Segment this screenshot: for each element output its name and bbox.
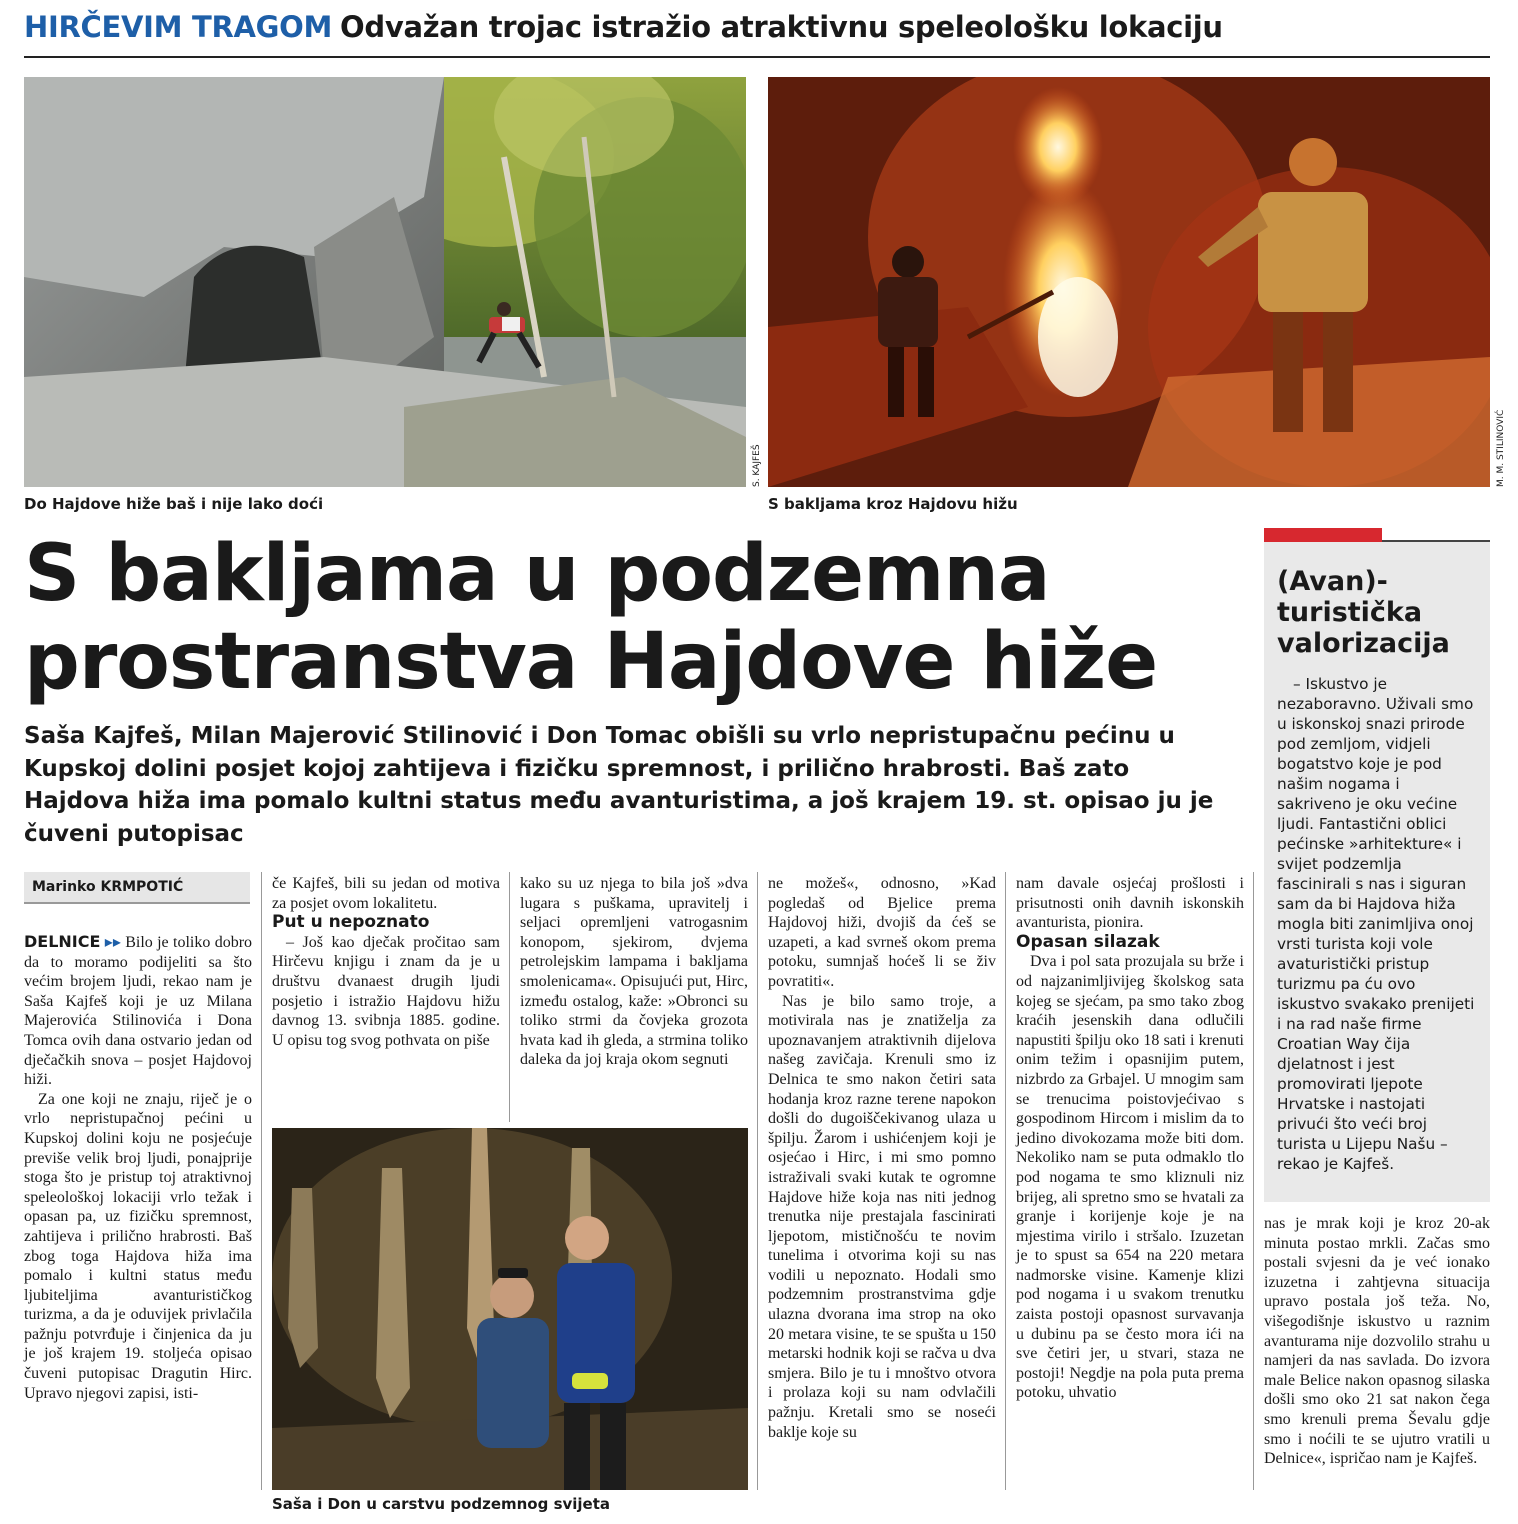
column-1-paragraph-1: [24, 932, 252, 1090]
subhead-opasan-silazak: Opasan silazak: [1016, 931, 1160, 952]
sidebar-text: – Iskustvo je nezaboravno. Uživali smo u iskonskoj snazi prirode pod zemljom, vidjeli bogatstvo koje je pod našim nogama i sakriveno je oku većine ljudi. Fantastični oblici pećinske »arhitekture« i svijet podzemlja fascinirali s nas i siguran sam da bi Hajdova hiža mogla biti zanimljiva onoj vrsti turista koji vole avaturistički pristup turizmu pa ću ovo iskustvo svakako prenijeti i na rad naše firme Croatian Way čija djelatnost i jest promovirati ljepote Hrvatske i nastojati privući što veći broj turista u Lijepu Našu – rekao je Kajfeš.: [1277, 675, 1475, 1173]
dateline-arrow-icon: ▸▸: [104, 934, 121, 951]
photo-credit-left: S. KAJFEŠ: [752, 444, 762, 487]
photo-caption-left: Do Hajdove hiže baš i nije lako doći: [24, 495, 324, 513]
column-4: [768, 874, 996, 1442]
headline-line-1: S bakljama u podzemna: [24, 529, 1050, 619]
column-3: [520, 874, 748, 1070]
photo-caption-right: S bakljama kroz Hajdovu hižu: [768, 495, 1018, 513]
column-2-paragraph-2: – Još kao dječak pročitao sam Hirčevu knjigu i znam da je u društvu dvanaest drugih ljudi posjetio i istražio Hajdovu hižu davnog 13. svibnja 1885. godine. U opisu tog svog pothvata on piše: [272, 933, 500, 1049]
column-1-text-1: Bilo je toliko dobro da to moramo podijeliti sa što većim brojem ljudi, rekao nam je Saša Kajfeš koji je uz Milana Majerovića Stilinovića i Dona Tomca ovih dana ostvario jedan od dječačkih snova – posjet Hajdovoj hiži.: [24, 934, 253, 1089]
column-divider: [757, 872, 758, 1490]
column-2-paragraph-1: če Kajfeš, bili su jedan od motiva za posjet ovom lokalitetu.: [272, 875, 500, 912]
article-headline: [24, 530, 1244, 706]
photo-cave: [272, 1128, 748, 1490]
column-2: [272, 874, 500, 1050]
byline: Marinko KRMPOTIĆ: [32, 879, 184, 895]
subhead-put-u-nepoznato: Put u nepoznato: [272, 912, 430, 933]
column-5: [1016, 874, 1244, 1403]
cliff-illustration: [24, 77, 746, 487]
sidebar-accent: [1264, 528, 1382, 542]
photo-credit-right: M. M. STILINOVIĆ: [1496, 409, 1506, 487]
column-6-paragraph-1: nas je mrak koji je kroz 20-ak minuta postao mrkli. Začas smo postali svjesni da je već ionako izuzetna i zahtjevna situacija upravo postala još teža. No, višegodišnje iskustvo u raznim avanturama nije dozvolilo strahu u namjeri da nas savlada. Do izvora male Belice nakon opasnog silaska došli smo oko 21 sat nakon čega smo krenuli prema Ševalu gdje smo i noćili te se ujutro vratili u Delnice«, ispričao nam je Kajfeš.: [1264, 1215, 1490, 1468]
column-divider: [1253, 872, 1254, 1490]
photo-caption-middle: Saša i Don u carstvu podzemnog svijeta: [272, 1495, 611, 1513]
column-3-paragraph-1: kako su uz njega to bila još »dva lugara s puškama, upravitelj i seljaci opremljeni vatrogasnim konopom, sjekirom, dvjema petrolejskim lampama i bakljama smolenicama«. Opisujući put, Hirc, između ostalog, kaže: »Obronci su toliko strmi da čovjeka grozota hvata kad ih gleda, a strmina toliko daleka da joj kraja okom segnuti: [520, 875, 748, 1069]
torch-illustration: [768, 77, 1490, 487]
headline-line-2: prostranstva Hajdove hiže: [24, 617, 1158, 707]
column-4-paragraph-2: Nas je bilo samo troje, a motivirala nas je znatiželja za upoznavanjem atraktivnih dijelova našeg zavičaja. Krenuli smo iz Delnica te smo nakon četiri sata hodanja kroz razne terene napokon došli do dugoiščekivanog ulaza u špilju. Žarom i ushićenjem koji je osjećao i Hirc, i mi smo pomno istraživali svaki kutak te ogromne Hajdove hiže koja nas niti jednog trenutka nije prestajala fascinirati ljepotom, mističnošću te novim tunelima i otvorima koji su nas vodili u nepoznato. Hodali smo podzemnim prostranstvima gdje ulazna dvorana ima strop na oko 20 metara visine, te se spušta u 150 metarski hodnik koji se račva u dva smjera. Bilo je tu i mnoštvo otvora i prolaza koji su nam odvlačili pažnju. Kretali smo se noseći baklje koje su: [768, 992, 996, 1441]
kicker-subtitle: Odvažan trojac istražio atraktivnu speleološku lokaciju: [340, 10, 1223, 44]
cave-illustration: [272, 1128, 748, 1490]
column-1-paragraph-2: Za one koji ne znaju, riječ je o vrlo nepristupačnoj pećini u Kupskoj dolini koju ne posjećuje previše velik broj ljudi, ponajprije stoga što je pristup toj atraktivnoj speleološkoj lokaciji vrlo težak i opasan pa, uz fizičku spremnost, zahtijeva i prilično hrabrosti. Baš zbog toga Hajdova hiža ima pomalo i kultni status među ljubiteljima avanturističkog turizma, a da je oduvijek privlačila pažnju potvrđuje i činjenica da ju je još krajem 19. stoljeća opisao čuveni putopisac Dragutin Hirc. Upravo njegovi zapisi, isti-: [24, 1090, 252, 1402]
section-kicker: [24, 10, 1223, 44]
column-divider: [1005, 872, 1006, 1490]
column-4-paragraph-1: ne možeš«, odnosno, »Kad pogledaš od Bjelice prema Hajdovoj hiži, dvojiš da ćeš se uzapeti, a kad svrneš okom prema potoku, sumnjaš hoćeš li se živ povratiti«.: [768, 875, 996, 990]
dateline: DELNICE: [24, 932, 101, 951]
photo-cliff: [24, 77, 746, 487]
photo-torches: [768, 77, 1490, 487]
kicker-tag: HIRČEVIM TRAGOM: [24, 10, 333, 44]
sidebar-title: (Avan)-turistička valorizacija: [1277, 566, 1450, 659]
header-rule: [24, 56, 1490, 58]
column-1: [24, 932, 252, 1403]
column-5-paragraph-2: Dva i pol sata prozujala su brže i od najzanimljivijeg školskog sata kojeg se sjećam, pa smo tako zbog kraćih jesenskih dana odlučili napustiti špilju oko 18 sati i krenuti onim težim i opasnijim putem, nizbrdo za Grbajel. U mnogim sam se trenucima poistovjećivao s gospodinom Hircom i mislim da to jedino divokozama može biti dom. Nekoliko nam se puta odmaklo tlo pod nogama te smo kliznuli niz brijeg, ali spretno smo se hvatali za granje i korijenje koje je na mjestima virilo i stršalo. Izuzetan je to spust sa 654 na 220 metara nadmorske visine. Kamenje klizi pod nogama i u svakom trenutku zaista postoji opasnost survavanja u dubinu pa se često mora ići na sve četiri jer, u stvari, staza ne postoji! Negdje na pola puta prema potoku, uhvatio: [1016, 953, 1244, 1402]
column-5-paragraph-1: nam davale osjećaj prošlosti i prisutnosti onih davnih iskonskih avanturista, pionira.: [1016, 875, 1244, 932]
article-lead: Saša Kajfeš, Milan Majerović Stilinović i Don Tomac obišli su vrlo nepristupačnu pećinu u Kupskoj dolini posjet kojoj zahtijeva i fizičku spremnost, i prilično hrabrosti. Baš zato Hajdova hiža ima pomalo kultni status među avanturistima, a još krajem 19. st. opisao ju je čuveni putopisac: [24, 723, 1214, 847]
column-divider: [509, 872, 510, 1122]
column-divider: [261, 872, 262, 1490]
column-6: [1264, 1214, 1490, 1469]
